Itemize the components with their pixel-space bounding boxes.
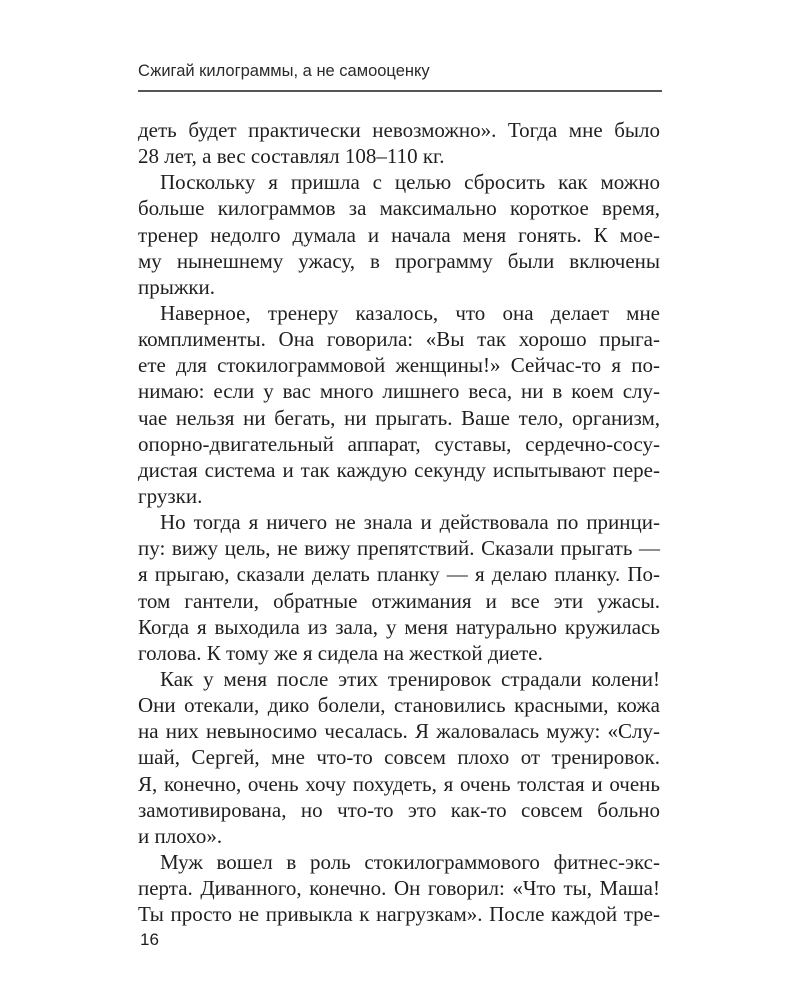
- text-line: замотивирована, но что-то это как-то совсем больно: [138, 797, 660, 822]
- text-line: грузки.: [138, 483, 203, 508]
- paragraph-first-line: Муж вошел в роль стокилограммового фитнес-экс-: [160, 849, 660, 874]
- text-line: больше килограммов за максимально короткое время,: [138, 196, 660, 221]
- text-line: голова. К тому же я сидела на жесткой диете.: [138, 640, 543, 665]
- paragraph-first-line: Наверное, тренеру казалось, что она делает мне: [160, 300, 660, 325]
- paragraph-first-line: Но тогда я ничего не знала и действовала по принци-: [160, 510, 660, 535]
- header-rule: [138, 90, 662, 92]
- text-line: опорно-двигательный аппарат, суставы, сердечно-сосу-: [138, 431, 660, 456]
- text-line: нимаю: если у вас много лишнего веса, ни в коем слу-: [138, 379, 660, 404]
- text-line: я прыгаю, сказали делать планку — я делаю планку. По-: [138, 562, 660, 587]
- text-line: ете для стокилограммовой женщины!» Сейчас-то я по-: [138, 353, 660, 378]
- running-header: Сжигай килограммы, а не самооценку: [138, 62, 430, 80]
- text-line: Когда я выходила из зала, у меня натурально кружилась: [138, 614, 660, 639]
- text-line: прыжки.: [138, 274, 216, 299]
- text-line: тренер недолго думала и начала меня гонять. К мое-: [138, 222, 660, 247]
- paragraph-first-line: Поскольку я пришла с целью сбросить как можно: [160, 170, 660, 195]
- text-line: Они отекали, дико болели, становились красными, кожа: [138, 693, 660, 718]
- text-line: шай, Сергей, мне что-то совсем плохо от тренировок.: [138, 745, 660, 770]
- text-line: и плохо».: [138, 823, 223, 848]
- text-line: пу: вижу цель, не вижу препятствий. Сказали прыгать —: [138, 536, 660, 561]
- text-line: дистая система и так каждую секунду испытывают пере-: [138, 457, 660, 482]
- text-line: 28 лет, а вес составлял 108–110 кг.: [138, 144, 445, 169]
- text-line: перта. Диванного, конечно. Он говорил: «Что ты, Маша!: [138, 876, 660, 901]
- text-line: комплименты. Она говорила: «Вы так хорошо прыга-: [138, 327, 660, 352]
- text-line: Ты просто не привыкла к нагрузкам». После каждой тре-: [138, 902, 660, 927]
- text-line: Я, конечно, очень хочу похудеть, я очень толстая и очень: [138, 771, 660, 796]
- page-number: 16: [140, 930, 159, 949]
- page-body: [138, 117, 660, 927]
- text-line: чае нельзя ни бегать, ни прыгать. Ваше тело, организм,: [138, 405, 660, 430]
- text-line: том гантели, обратные отжимания и все эти ужасы.: [138, 588, 660, 613]
- paragraph-first-line: Как у меня после этих тренировок страдали колени!: [160, 666, 660, 691]
- text-line: деть будет практически невозможно». Тогда мне было: [138, 118, 660, 142]
- text-line: му нынешнему ужасу, в программу были включены: [138, 248, 660, 273]
- text-line: на них невыносимо чесалась. Я жаловалась мужу: «Слу-: [138, 719, 660, 744]
